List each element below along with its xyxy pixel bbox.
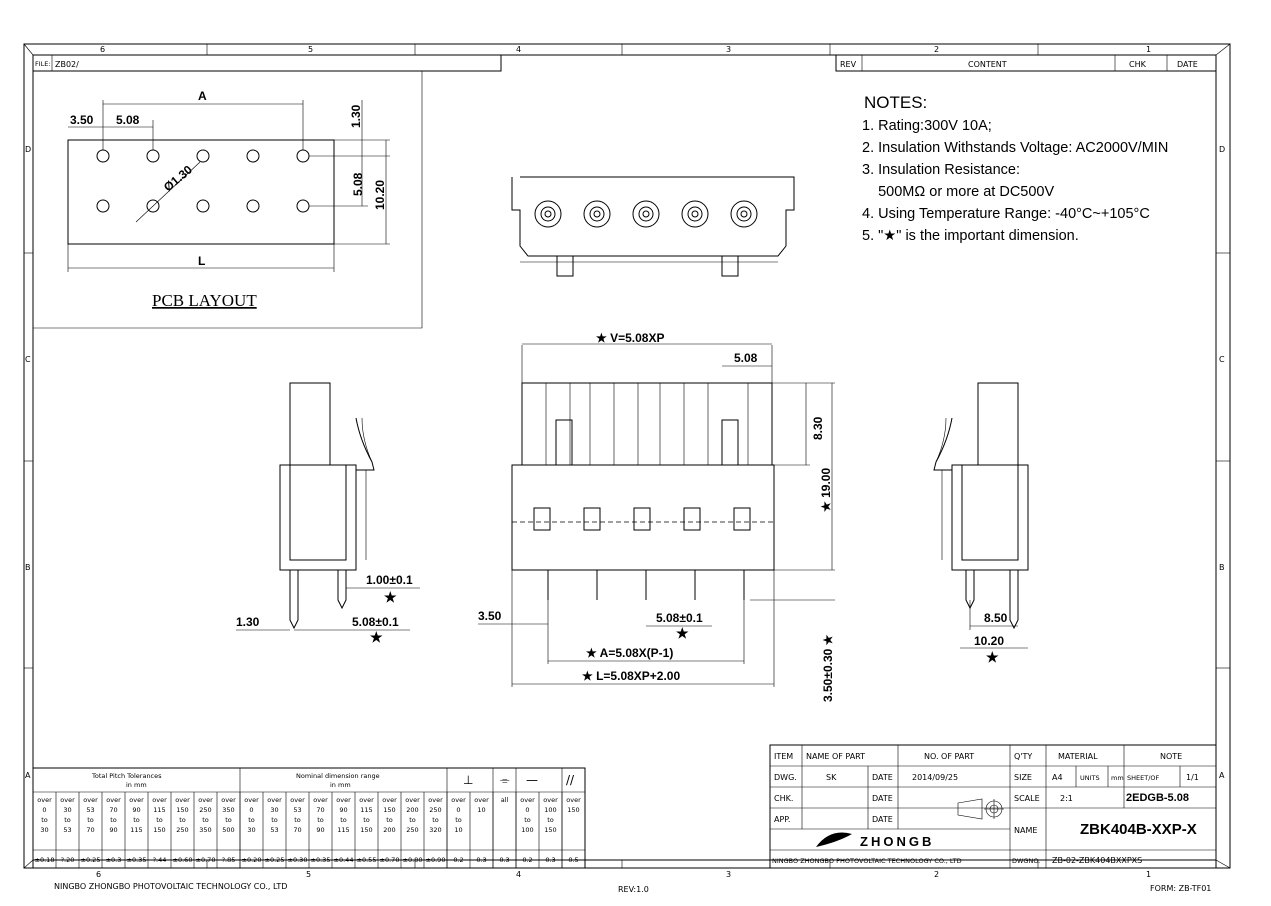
pitch-value-6: ±0.60	[172, 856, 193, 864]
nominal-range-2-0: over	[290, 796, 305, 804]
zone-col-6-bottom: 6	[96, 870, 102, 879]
nominal-range-2-3: 70	[293, 826, 302, 834]
front-dim-830: 8.30	[811, 416, 825, 440]
geo-range-4-3: 150	[544, 826, 557, 834]
nominal-range-5-3: 150	[360, 826, 373, 834]
pitch-range-7-3: 350	[199, 826, 212, 834]
pitch-range-2-1: 53	[86, 806, 95, 814]
pitch-range-0-1: 0	[42, 806, 47, 814]
geo-range-2-0: all	[500, 796, 509, 804]
tb-sheet-value: 1/1	[1186, 773, 1199, 782]
nominal-range-8-1: 250	[429, 806, 442, 814]
nominal-range-7-2: to	[409, 816, 416, 824]
right-dim-star: ★	[986, 649, 999, 665]
footer-form: FORM: ZB-TF01	[1150, 884, 1212, 893]
left-dim-100-star: ★	[384, 589, 397, 605]
pitch-value-4: ±0.35	[126, 856, 147, 864]
geo-value-4: 0.3	[545, 856, 556, 864]
pitch-range-5-3: 150	[153, 826, 166, 834]
front-view-connector	[478, 331, 835, 702]
geo-range-0-0: over	[451, 796, 466, 804]
nominal-range-0-1: 0	[249, 806, 254, 814]
geo-range-3-2: to	[524, 816, 531, 824]
front-dim-a: ★ A=5.08X(P-1)	[586, 646, 674, 660]
nominal-value-6: ±0.70	[379, 856, 400, 864]
pcb-dim-hole: Ø1.30	[160, 162, 195, 195]
zone-col-2-top: 2	[934, 45, 940, 54]
tb-dwgno-label: DWGNO.	[1012, 857, 1041, 865]
note-line-2: 2. Insulation Withstands Voltage: AC2000V/MIN	[862, 140, 1169, 156]
tb-size-value: A4	[1052, 773, 1063, 782]
pitch-range-2-0: over	[83, 796, 98, 804]
tb-app-date-label: DATE	[872, 815, 893, 824]
zone-col-3-top: 3	[726, 45, 732, 54]
front-dim-pin-pitch: 5.08±0.1	[656, 611, 703, 625]
nominal-range-0-2: to	[248, 816, 255, 824]
tb-item: ITEM	[774, 752, 794, 761]
tb-note: NOTE	[1160, 752, 1183, 761]
zone-col-1-top: 1	[1146, 45, 1152, 54]
pcb-dim-a: A	[198, 89, 207, 103]
tb-dwg-date: 2014/09/25	[912, 773, 959, 782]
tb-qty: Q'TY	[1014, 752, 1033, 761]
geo-range-0-1: 0	[456, 806, 461, 814]
tb-units-value: mm	[1111, 774, 1124, 782]
nominal-range-3-0: over	[313, 796, 328, 804]
notes-title: NOTES:	[864, 93, 928, 112]
pitch-title: Total Pitch Tolerances	[92, 772, 162, 780]
front-dim-pin-len: 3.50±0.30 ★	[821, 634, 835, 702]
nominal-value-8: ±0.90	[425, 856, 446, 864]
front-dim-v: ★ V=5.08XP	[596, 331, 665, 345]
pitch-range-4-2: to	[133, 816, 140, 824]
left-dim-508-star: ★	[370, 629, 383, 645]
pitch-value-0: ±0.18	[34, 856, 55, 864]
nominal-range-6-2: to	[386, 816, 393, 824]
front-dim-pitch: 5.08	[734, 351, 758, 365]
tb-dwg-by: SK	[826, 773, 837, 782]
pitch-range-5-2: to	[156, 816, 163, 824]
pcb-dim-130: 1.30	[349, 104, 363, 128]
pitch-range-8-1: 350	[222, 806, 235, 814]
pitch-range-3-0: over	[106, 796, 121, 804]
pcb-dim-506: 5.08	[351, 172, 365, 196]
note-line-4: 500MΩ or more at DC500V	[862, 184, 1055, 200]
pcb-layout-title: PCB LAYOUT	[152, 291, 257, 310]
title-block	[770, 745, 1216, 868]
tb-material: MATERIAL	[1058, 752, 1098, 761]
file-label: FILE:	[35, 60, 51, 68]
pitch-range-7-1: 250	[199, 806, 212, 814]
date-label: DATE	[1177, 60, 1198, 69]
pitch-range-3-2: to	[110, 816, 117, 824]
zone-col-1-bottom: 1	[1146, 870, 1152, 879]
pitch-value-1: ?.20	[60, 856, 75, 864]
tb-units-label: UNITS	[1080, 774, 1100, 782]
pitch-range-1-1: 30	[63, 806, 72, 814]
nominal-range-4-3: 115	[337, 826, 350, 834]
front-dim-pin-star: ★	[676, 625, 689, 641]
geo-range-0-2: to	[455, 816, 462, 824]
tb-size-label: SIZE	[1014, 773, 1032, 782]
file-value: ZB02/	[55, 60, 79, 69]
pitch-value-7: ±0.70	[195, 856, 216, 864]
nominal-value-7: ±0.80	[402, 856, 423, 864]
pitch-unit: in mm	[126, 781, 147, 789]
nominal-range-3-1: 70	[316, 806, 325, 814]
pitch-range-2-2: to	[87, 816, 94, 824]
note-line-5: 4. Using Temperature Range: -40°C~+105°C	[862, 206, 1150, 222]
nominal-range-5-0: over	[359, 796, 374, 804]
nominal-range-1-1: 30	[270, 806, 279, 814]
projection-symbol	[958, 799, 1004, 819]
tb-scale-label: SCALE	[1014, 794, 1040, 803]
geo-symbol-perpendicular: ⊥	[463, 773, 474, 787]
zone-row-a-left: A	[25, 771, 31, 780]
left-dim-100: 1.00±0.1	[366, 573, 413, 587]
pitch-range-3-3: 90	[109, 826, 118, 834]
zone-col-3-bottom: 3	[726, 870, 732, 879]
tb-scale-value: 2:1	[1060, 794, 1073, 803]
geo-range-5-1: 150	[567, 806, 580, 814]
pitch-range-5-1: 115	[153, 806, 166, 814]
pcb-dim-508: 5.08	[116, 113, 140, 127]
nominal-value-0: ±0.20	[241, 856, 262, 864]
geo-range-4-0: over	[543, 796, 558, 804]
pcb-dim-350: 3.50	[70, 113, 94, 127]
geo-range-0-3: 10	[454, 826, 463, 834]
tb-series: 2EDGB-5.08	[1126, 792, 1189, 804]
nominal-range-8-2: to	[432, 816, 439, 824]
zone-col-4-bottom: 4	[516, 870, 522, 879]
left-dim-130: 1.30	[236, 615, 260, 629]
tb-part-name: ZBK404B-XXP-X	[1080, 821, 1197, 838]
zone-row-b-left: B	[25, 563, 31, 572]
pcb-dim-1020: 10.20	[373, 179, 387, 210]
pitch-range-4-1: 90	[132, 806, 141, 814]
pitch-range-6-3: 250	[176, 826, 189, 834]
pitch-range-1-0: over	[60, 796, 75, 804]
geo-symbol-straightness: —	[526, 773, 538, 787]
nominal-range-2-2: to	[294, 816, 301, 824]
tb-sheet-label: SHEET/OF	[1127, 774, 1160, 782]
tb-app: APP.	[774, 815, 791, 824]
pitch-range-6-2: to	[179, 816, 186, 824]
note-line-1: 1. Rating:300V 10A;	[862, 118, 992, 134]
nominal-range-4-1: 90	[339, 806, 348, 814]
tb-chk-date-label: DATE	[872, 794, 893, 803]
geo-range-3-3: 100	[521, 826, 534, 834]
pitch-value-8: ?.85	[221, 856, 236, 864]
note-line-6: 5. "★" is the important dimension.	[862, 228, 1079, 244]
geo-symbol-symmetry: ⌯	[500, 773, 510, 787]
geo-value-3: 0.2	[522, 856, 533, 864]
geo-range-3-0: over	[520, 796, 535, 804]
front-dim-1900: ★ 19.00	[819, 467, 833, 512]
right-side-view	[934, 383, 1028, 665]
geo-range-5-0: over	[566, 796, 581, 804]
tb-name-of-part: NAME OF PART	[806, 752, 866, 761]
tb-name-label: NAME	[1014, 826, 1038, 835]
chk-label: CHK	[1129, 60, 1146, 69]
left-dim-508: 5.08±0.1	[352, 615, 399, 629]
zone-col-4-top: 4	[516, 45, 522, 54]
tb-dwgno-value: ZB-02-ZBK404BXXPXS	[1052, 856, 1143, 865]
nominal-range-4-2: to	[340, 816, 347, 824]
note-line-3: 3. Insulation Resistance:	[862, 162, 1020, 178]
pitch-range-5-0: over	[152, 796, 167, 804]
nominal-range-8-0: over	[428, 796, 443, 804]
zone-row-d-right: D	[1219, 145, 1226, 154]
pitch-range-7-2: to	[202, 816, 209, 824]
revision-header	[836, 55, 1216, 71]
nominal-range-0-0: over	[244, 796, 259, 804]
zone-row-a-right: A	[1219, 771, 1225, 780]
pitch-range-8-0: over	[221, 796, 236, 804]
nominal-range-6-3: 200	[383, 826, 396, 834]
nominal-range-2-1: 53	[293, 806, 302, 814]
geo-symbol-parallel: //	[566, 773, 575, 787]
nominal-value-1: ±0.25	[264, 856, 285, 864]
pitch-range-0-2: to	[41, 816, 48, 824]
nominal-range-1-2: to	[271, 816, 278, 824]
nominal-range-0-3: 30	[247, 826, 256, 834]
nominal-range-7-3: 250	[406, 826, 419, 834]
rev-label: REV	[840, 60, 857, 69]
right-dim-850: 8.50	[984, 611, 1008, 625]
pcb-dim-l: L	[198, 254, 206, 268]
tb-dwg: DWG.	[774, 773, 797, 782]
pitch-value-2: ±0.25	[80, 856, 101, 864]
zone-row-c-left: C	[25, 355, 31, 364]
pitch-range-7-0: over	[198, 796, 213, 804]
zone-col-5-top: 5	[308, 45, 314, 54]
tolerance-table	[33, 768, 585, 868]
tb-company: NINGBO ZHONGBO PHOTOVOLTAIC TECHNOLOGY CO., LTD	[772, 857, 962, 865]
geo-value-2: 0.3	[499, 856, 510, 864]
zone-col-5-bottom: 5	[306, 870, 312, 879]
pitch-range-6-1: 150	[176, 806, 189, 814]
geo-value-5: 0.5	[568, 856, 579, 864]
footer-rev: REV:1.0	[618, 885, 649, 894]
content-label: CONTENT	[968, 60, 1007, 69]
pitch-value-5: ?.44	[152, 856, 167, 864]
tb-chk: CHK.	[774, 794, 794, 803]
front-dim-350: 3.50	[478, 609, 502, 623]
nominal-range-8-3: 320	[429, 826, 442, 834]
inner-frame	[33, 55, 1216, 860]
pitch-range-1-2: to	[64, 816, 71, 824]
nominal-range-7-0: over	[405, 796, 420, 804]
pitch-range-3-1: 70	[109, 806, 118, 814]
zone-col-2-bottom: 2	[934, 870, 940, 879]
nominal-value-5: ±0.55	[356, 856, 377, 864]
geo-range-1-0: over	[474, 796, 489, 804]
nominal-range-6-0: over	[382, 796, 397, 804]
nominal-range-4-0: over	[336, 796, 351, 804]
footer-company: NINGBO ZHONGBO PHOTOVOLTAIC TECHNOLOGY CO., LTD	[54, 882, 288, 891]
pitch-range-0-0: over	[37, 796, 52, 804]
nominal-value-2: ±0.30	[287, 856, 308, 864]
front-dim-l: ★ L=5.08XP+2.00	[582, 669, 681, 683]
tb-no-of-part: NO. OF PART	[924, 752, 975, 761]
logo-text: ZHONGB	[860, 834, 935, 849]
pitch-range-4-3: 115	[130, 826, 143, 834]
tb-dwg-date-label: DATE	[872, 773, 893, 782]
pitch-range-8-2: to	[225, 816, 232, 824]
nominal-range-7-1: 200	[406, 806, 419, 814]
nominal-value-3: ±0.35	[310, 856, 331, 864]
nominal-range-6-1: 150	[383, 806, 396, 814]
file-box	[33, 55, 501, 71]
nominal-unit: in mm	[330, 781, 351, 789]
pitch-range-8-3: 500	[222, 826, 235, 834]
pitch-range-2-3: 70	[86, 826, 95, 834]
geo-range-4-2: to	[547, 816, 554, 824]
geo-value-0: 0.2	[453, 856, 464, 864]
nominal-range-5-2: to	[363, 816, 370, 824]
nominal-value-4: ±0.44	[333, 856, 354, 864]
nominal-range-3-2: to	[317, 816, 324, 824]
company-logo-icon	[816, 833, 934, 849]
nominal-range-1-3: 53	[270, 826, 279, 834]
pitch-value-3: ±0.3	[105, 856, 122, 864]
outer-frame	[24, 44, 1230, 868]
nominal-range-5-1: 115	[360, 806, 373, 814]
pitch-range-4-0: over	[129, 796, 144, 804]
top-view-connector	[512, 177, 794, 276]
zone-row-b-right: B	[1219, 563, 1225, 572]
zone-row-d-left: D	[25, 145, 32, 154]
right-dim-1020: 10.20	[974, 634, 1005, 648]
zone-col-6-top: 6	[100, 45, 106, 54]
zone-row-c-right: C	[1219, 355, 1225, 364]
pcb-layout-view	[33, 71, 422, 328]
nominal-title: Nominal dimension range	[296, 772, 380, 780]
nominal-range-1-0: over	[267, 796, 282, 804]
left-side-view	[236, 383, 420, 645]
pitch-range-1-3: 53	[63, 826, 72, 834]
geo-value-1: 0.3	[476, 856, 487, 864]
pitch-range-6-0: over	[175, 796, 190, 804]
nominal-range-3-3: 90	[316, 826, 325, 834]
geo-range-3-1: 0	[525, 806, 530, 814]
geo-range-4-1: 100	[544, 806, 557, 814]
geo-range-1-1: 10	[477, 806, 486, 814]
pitch-range-0-3: 30	[40, 826, 49, 834]
